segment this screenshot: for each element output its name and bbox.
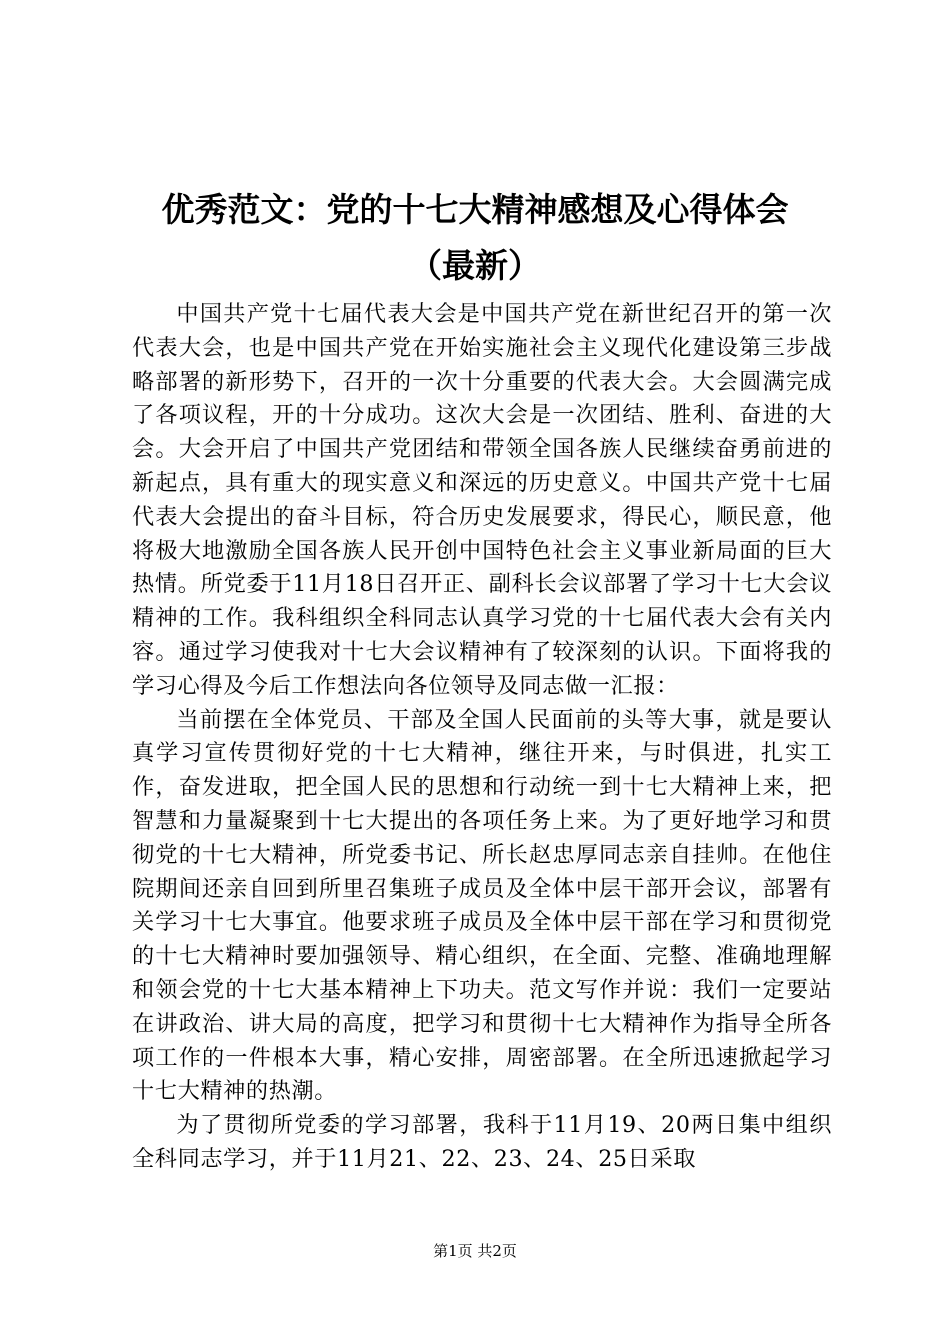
paragraph: 中国共产党十七届代表大会是中国共产党在新世纪召开的第一次代表大会，也是中国共产党在开始实施社会主义现代化建设第三步战略部署的新形势下，召开的一次十分重要的代表大会。大会圆满完成了各项议程，开的十分成功。这次大会是一次团结、胜利、奋进的大会。大会开启了中国共产党团结和带领全国各族人民继续奋勇前进的新起点，具有重大的现实意义和深远的历史意义。中国共产党十七届代表大会提出的奋斗目标，符合历史发展要求，得民心，顺民意，他将极大地激励全国各族人民开创中国特色社会主义事业新局面的巨大热情。所党委于11月18日召开正、副科长会议部署了学习十七大会议精神的工作。我科组织全科同志认真学习党的十七届代表大会有关内容。通过学习使我对十七大会议精神有了较深刻的认识。下面将我的学习心得及今后工作想法向各位领导及同志做一汇报： (132, 301, 832, 699)
paragraph: 为了贯彻所党委的学习部署，我科于11月19、20两日集中组织全科同志学习，并于11月21、22、23、24、25日采取 (132, 1112, 832, 1172)
document-body (132, 298, 832, 1177)
page-number-footer: 第1页 共2页 (433, 1242, 517, 1260)
document-title: 优秀范文：党的十七大精神感想及心得体会 (161, 190, 789, 229)
paragraph: 当前摆在全体党员、干部及全国人民面前的头等大事，就是要认真学习宣传贯彻好党的十七大精神，继往开来，与时俱进，扎实工作，奋发进取，把全国人民的思想和行动统一到十七大精神上来，把智慧和力量凝聚到十七大提出的各项任务上来。为了更好地学习和贯彻党的十七大精神，所党委书记、所长赵忠厚同志亲自挂帅。在他住院期间还亲自回到所里召集班子成员及全体中层干部开会议，部署有关学习十七大事宜。他要求班子成员及全体中层干部在学习和贯彻党的十七大精神时要加强领导、精心组织，在全面、完整、准确地理解和领会党的十七大基本精神上下功夫。范文写作并说：我们一定要站在讲政治、讲大局的高度，把学习和贯彻十七大精神作为指导全所各项工作的一件根本大事，精心安排，周密部署。在全所迅速掀起学习十七大精神的热潮。 (132, 706, 832, 1105)
document-title-suffix: （最新） (409, 246, 541, 285)
